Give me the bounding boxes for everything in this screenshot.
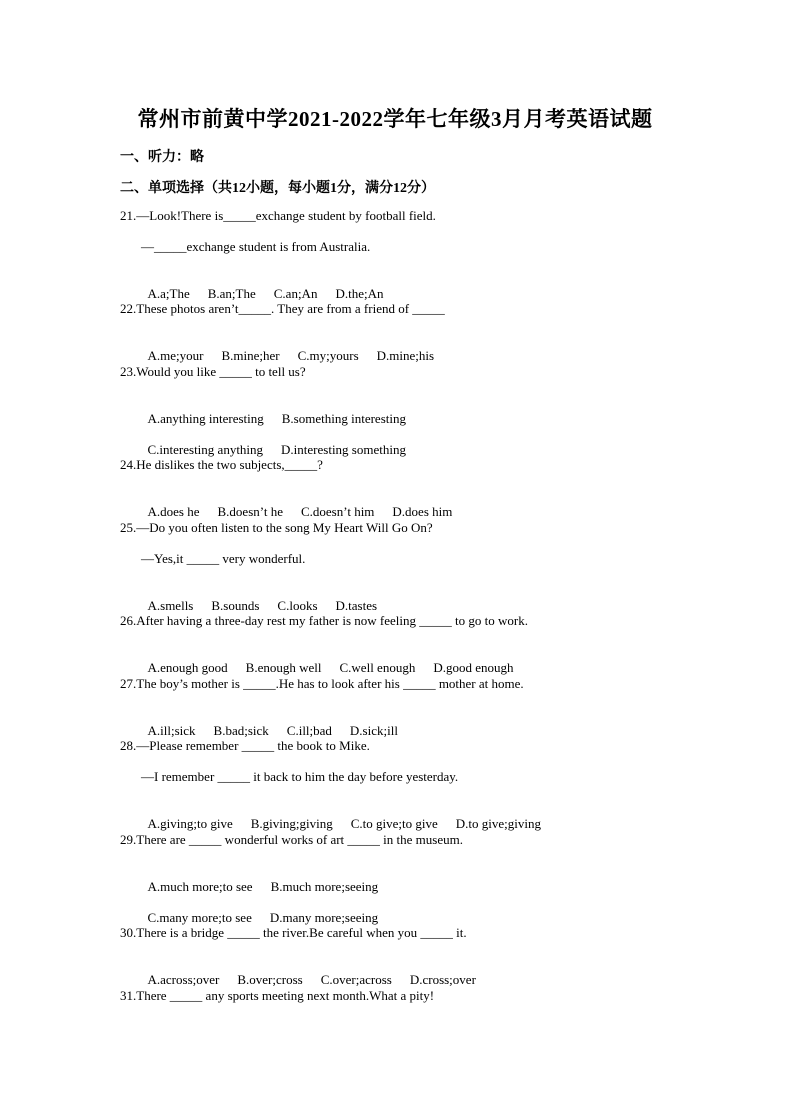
option-c: C.my;yours (297, 348, 359, 363)
page-title: 常州市前黄中学2021-2022学年七年级3月月考英语试题 (137, 107, 653, 131)
option-b: B.much more;seeing (270, 879, 379, 894)
question-26-options (141, 644, 514, 676)
question-21-dialog: —_____exchange student is from Australia. (141, 239, 371, 254)
question-21-options (141, 270, 383, 302)
option-c: C.over;across (320, 972, 392, 987)
option-a: A.me;your (147, 348, 204, 363)
question-28-dialog: —I remember _____ it back to him the day before yesterday. (141, 769, 459, 784)
option-b: B.sounds (211, 598, 260, 613)
option-a: A.enough good (147, 660, 228, 675)
question-28-options (141, 800, 541, 832)
option-d: D.to give;giving (455, 816, 541, 831)
option-a: A.ill;sick (147, 723, 196, 738)
question-26-stem: 26.After having a three-day rest my father is now feeling _____ to go to work. (120, 613, 528, 628)
option-b: B.mine;her (221, 348, 280, 363)
section-listening-heading: 一、听力：略 (120, 150, 204, 165)
option-a: A.across;over (147, 972, 220, 987)
option-d: D.the;An (335, 286, 384, 301)
question-31-stem: 31.There _____ any sports meeting next month.What a pity! (120, 988, 435, 1003)
option-a: A.much more;to see (147, 879, 253, 894)
option-a: A.a;The (147, 286, 190, 301)
option-a: A.anything interesting (147, 411, 264, 426)
option-a: A.smells (147, 598, 194, 613)
question-22-stem: 22.These photos aren’t_____. They are from a friend of _____ (120, 301, 445, 316)
option-c: C.to give;to give (350, 816, 438, 831)
question-23-options-row1 (141, 395, 406, 427)
question-21-stem: 21.—Look!There is_____exchange student by football field. (120, 208, 436, 223)
option-b: B.enough well (245, 660, 322, 675)
option-b: B.over;cross (237, 972, 303, 987)
option-c: C.interesting anything (147, 442, 264, 457)
option-b: B.bad;sick (213, 723, 269, 738)
option-c: C.well enough (339, 660, 416, 675)
option-c: C.looks (277, 598, 318, 613)
question-23-options-row2 (141, 426, 406, 458)
option-d: D.many more;seeing (269, 910, 379, 925)
option-d: D.cross;over (409, 972, 476, 987)
option-c: C.many more;to see (147, 910, 252, 925)
question-28-stem: 28.—Please remember _____ the book to Mike. (120, 738, 370, 753)
option-d: D.does him (392, 504, 453, 519)
option-a: A.giving;to give (147, 816, 233, 831)
option-d: D.mine;his (376, 348, 435, 363)
question-25-dialog: —Yes,it _____ very wonderful. (141, 551, 306, 566)
question-24-options (141, 488, 452, 520)
option-d: D.tastes (335, 598, 378, 613)
question-27-options (141, 707, 398, 739)
question-30-options (141, 956, 476, 988)
option-b: B.giving;giving (250, 816, 333, 831)
option-d: D.interesting something (281, 442, 406, 457)
question-27-stem: 27.The boy’s mother is _____.He has to look after his _____ mother at home. (120, 676, 524, 691)
option-c: C.an;An (273, 286, 318, 301)
question-29-stem: 29.There are _____ wonderful works of art _____ in the museum. (120, 832, 463, 847)
option-c: C.doesn’t him (300, 504, 375, 519)
section-single-choice-heading: 二、单项选择（共12小题，每小题1分，满分12分） (120, 181, 435, 196)
question-29-options-row2 (141, 894, 378, 926)
option-d: D.sick;ill (349, 723, 398, 738)
question-29-options-row1 (141, 863, 378, 895)
option-b: B.doesn’t he (217, 504, 283, 519)
question-22-options (141, 332, 434, 364)
question-25-stem: 25.—Do you often listen to the song My Heart Will Go On? (120, 520, 433, 535)
option-c: C.ill;bad (286, 723, 332, 738)
option-a: A.does he (147, 504, 200, 519)
option-b: B.an;The (207, 286, 256, 301)
question-23-stem: 23.Would you like _____ to tell us? (120, 364, 306, 379)
option-d: D.good enough (433, 660, 514, 675)
question-24-stem: 24.He dislikes the two subjects,_____? (120, 457, 323, 472)
question-30-stem: 30.There is a bridge _____ the river.Be careful when you _____ it. (120, 925, 467, 940)
option-b: B.something interesting (281, 411, 406, 426)
question-25-options (141, 582, 377, 614)
